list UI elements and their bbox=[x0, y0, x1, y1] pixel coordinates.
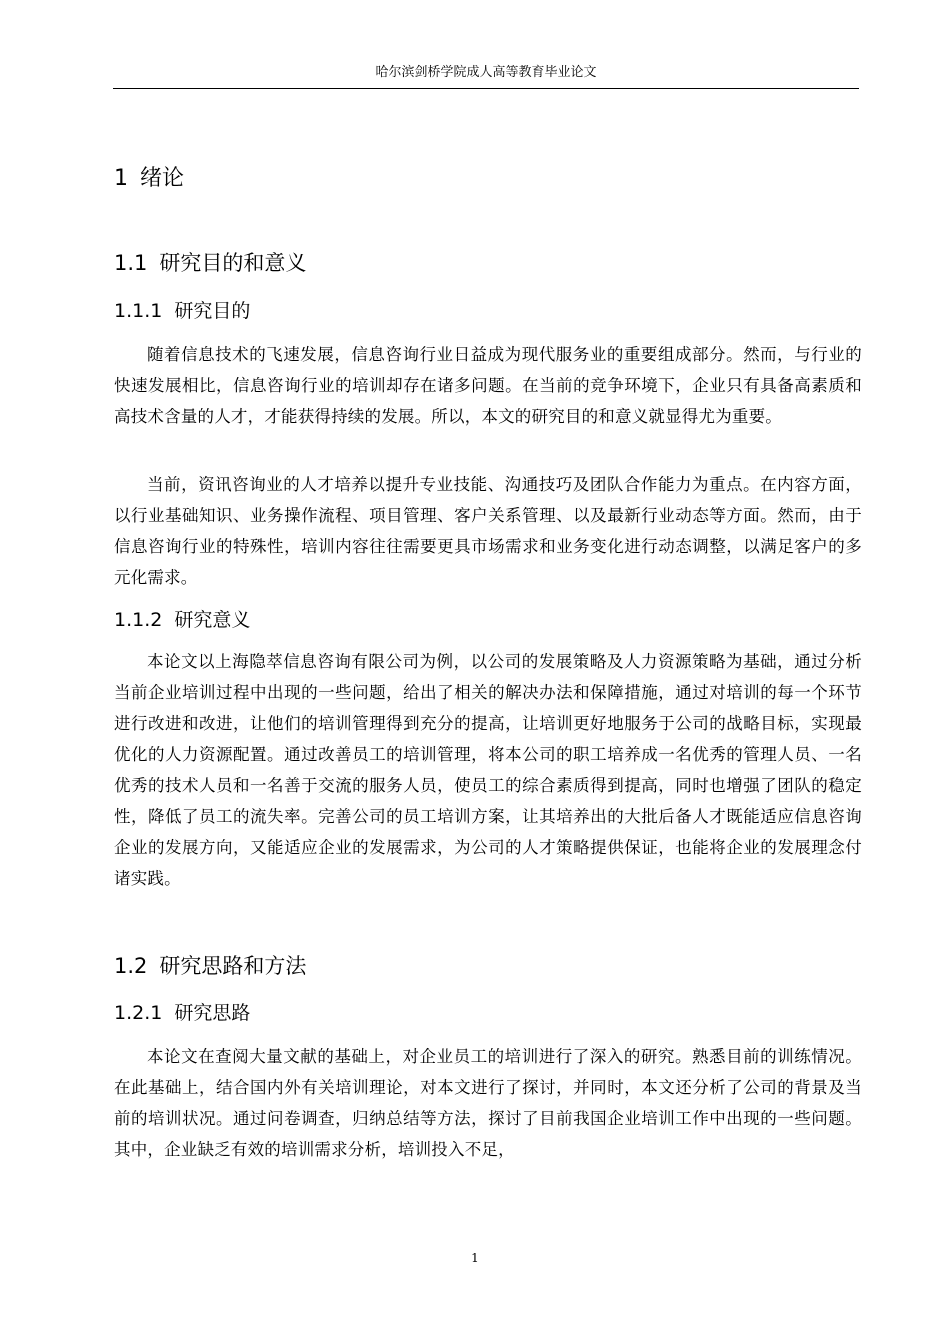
section-heading-1-2 bbox=[114, 952, 306, 980]
paragraph: 当前，资讯咨询业的人才培养以提升专业技能、沟通技巧及团队合作能力为重点。在内容方面，以行业基础知识、业务操作流程、项目管理、客户关系管理、以及最新行业动态等方面。然而，由于信息咨询行业的特殊性，培训内容往往需要更具市场需求和业务变化进行动态调整，以满足客户的多元化需求。 bbox=[114, 475, 862, 587]
subsection-heading-1-2-1 bbox=[114, 1000, 250, 1026]
subsection-number: 1.1.2 bbox=[114, 609, 163, 631]
paragraph: 本论文在查阅大量文献的基础上，对企业员工的培训进行了深入的研究。熟悉目前的训练情况。在此基础上，结合国内外有关培训理论，对本文进行了探讨，并同时，本文还分析了公司的背景及当前的培训状况。通过问卷调查，归纳总结等方法，探讨了目前我国企业培训工作中出现的一些问题。其中，企业缺乏有效的培训需求分析，培训投入不足， bbox=[114, 1047, 862, 1159]
section-title: 研究目的和意义 bbox=[159, 251, 307, 275]
subsection-number: 1.2.1 bbox=[114, 1002, 163, 1024]
chapter-title: 绪论 bbox=[140, 166, 185, 191]
section-title: 研究思路和方法 bbox=[159, 954, 307, 978]
subsection-heading-1-1-2 bbox=[114, 607, 250, 633]
running-header: 哈尔滨剑桥学院成人高等教育毕业论文 bbox=[375, 65, 597, 80]
chapter-heading bbox=[114, 165, 184, 193]
subsection-title: 研究思路 bbox=[174, 1002, 251, 1024]
section-number: 1.1 bbox=[114, 251, 148, 275]
section-number: 1.2 bbox=[114, 954, 148, 978]
subsection-title: 研究目的 bbox=[174, 300, 251, 322]
paragraph: 随着信息技术的飞速发展，信息咨询行业日益成为现代服务业的重要组成部分。然而，与行业的快速发展相比，信息咨询行业的培训却存在诸多问题。在当前的竞争环境下，企业只有具备高素质和高技术含量的人才，才能获得持续的发展。所以，本文的研究目的和意义就显得尤为重要。 bbox=[114, 345, 862, 426]
header-rule bbox=[113, 88, 859, 89]
subsection-number: 1.1.1 bbox=[114, 300, 163, 322]
section-heading-1-1 bbox=[114, 249, 306, 277]
page-number: 1 bbox=[471, 1251, 479, 1265]
chapter-number: 1 bbox=[114, 166, 128, 191]
subsection-title: 研究意义 bbox=[174, 609, 251, 631]
paragraph: 本论文以上海隐萃信息咨询有限公司为例，以公司的发展策略及人力资源策略为基础，通过分析当前企业培训过程中出现的一些问题，给出了相关的解决办法和保障措施，通过对培训的每一个环节进行改进和改进，让他们的培训管理得到充分的提高，让培训更好地服务于公司的战略目标，实现最优化的人力资源配置。通过改善员工的培训管理，将本公司的职工培养成一名优秀的管理人员、一名优秀的技术人员和一名善于交流的服务人员，使员工的综合素质得到提高，同时也增强了团队的稳定性，降低了员工的流失率。完善公司的员工培训方案，让其培养出的大批后备人才既能适应信息咨询企业的发展方向，又能适应企业的发展需求，为公司的人才策略提供保证，也能将企业的发展理念付诸实践。 bbox=[114, 652, 862, 888]
subsection-heading-1-1-1 bbox=[114, 298, 250, 324]
